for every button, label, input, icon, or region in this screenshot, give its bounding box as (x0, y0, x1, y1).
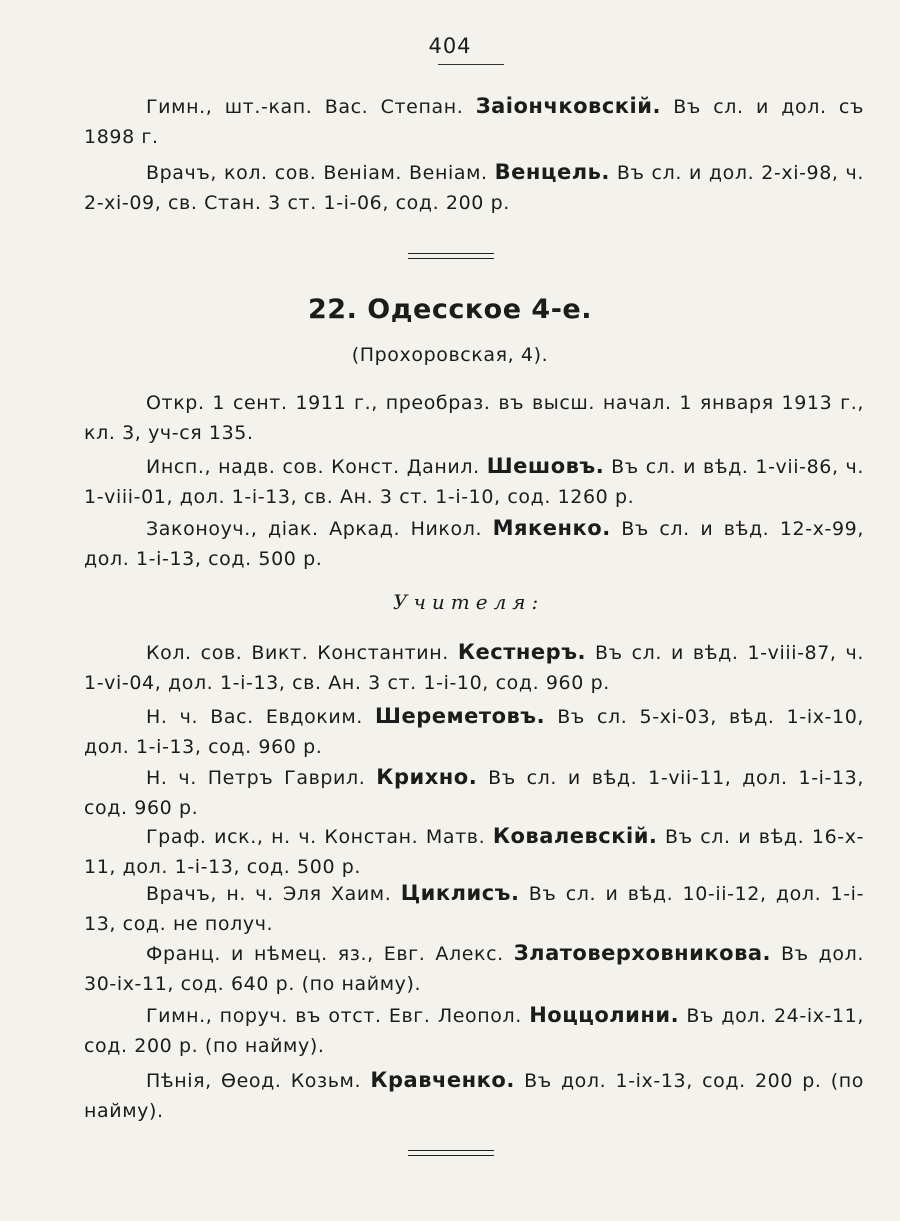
entry-gymnastics-top (84, 91, 864, 152)
section-opening (84, 388, 864, 448)
entry-text: Въ сл. и вѣд. 16-x-11, дол. 1-i-13, сод. 500 р. (84, 826, 865, 878)
teacher-entry (84, 762, 864, 823)
entry-text: Законоуч., діак. Аркад. Никол. (146, 518, 483, 540)
entry-surname: Кравченко. (370, 1068, 515, 1092)
teacher-entry (84, 637, 864, 698)
entry-text: Инсп., надв. сов. Конст. Данил. (146, 456, 480, 478)
entry-text: Въ сл. и вѣд. 1-viii-87, ч. 1-vi-04, дол. 1-i-13, св. Ан. 3 ст. 1-i-10, сод. 960 р. (84, 642, 864, 694)
entry-text: Въ сл. и вѣд. 12-x-99, дол. 1-i-13, сод. 500 р. (84, 518, 864, 570)
entry-text: Въ сл. и дол. съ 1898 г. (84, 96, 864, 148)
entry-doctor-top (84, 157, 864, 218)
entry-text: Въ дол. 24-ix-11, сод. 200 р. (по найму). (84, 1005, 865, 1057)
entry-surname: Ноццолини. (529, 1003, 680, 1027)
entry-surname: Кестнеръ. (457, 640, 586, 664)
entry-text: Въ сл. и вѣд. 1-vii-86, ч. 1-viii-01, дол. 1-i-13, св. Ан. 3 ст. 1-i-10, сод. 1260 р. (84, 456, 865, 508)
opening-text: Откр. 1 сент. 1911 г., преобраз. въ высш. начал. 1 января 1913 г., кл. 3, уч-ся 135. (84, 392, 864, 444)
staff-inspector (84, 451, 864, 512)
entry-text: Въ дол. 30-ix-11, сод. 640 р. (по найму). (84, 943, 865, 995)
teacher-entry (84, 701, 864, 762)
entry-text: Франц. и нѣмец. яз., Евг. Алекс. (146, 943, 504, 965)
teacher-entry (84, 1000, 864, 1061)
entry-text: Врачъ, н. ч. Эля Хаим. (146, 883, 392, 905)
teacher-entry (84, 938, 864, 999)
entry-text: Кол. сов. Викт. Константин. (146, 642, 449, 664)
teacher-entry (84, 821, 864, 882)
entry-text: Врачъ, кол. сов. Веніам. Веніам. (146, 162, 488, 184)
entry-surname: Шереметовъ. (375, 704, 546, 728)
teacher-entry (84, 878, 864, 939)
staff-law-teacher (84, 513, 864, 574)
entry-surname: Шешовъ. (486, 454, 605, 478)
entry-surname: Ковалевскій. (492, 824, 658, 848)
entry-text: Въ сл. и вѣд. 10-ii-12, дол. 1-i-13, сод. не получ. (84, 883, 865, 935)
teachers-heading: Учителя: (393, 590, 545, 614)
page-number-rule (438, 64, 504, 65)
section-title: 22. Одесское 4-е. (308, 294, 592, 325)
section-divider-top (408, 253, 494, 259)
entry-surname: Крихно. (376, 765, 478, 789)
teacher-entry (84, 1065, 864, 1126)
entry-text: Въ сл. и вѣд. 1-vii-11, дол. 1-i-13, сод. 960 р. (84, 767, 865, 819)
entry-text: Гимн., шт.-кап. Вас. Степан. (146, 96, 464, 118)
entry-text: Въ сл. 5-xi-03, вѣд. 1-ix-10, дол. 1-i-13, сод. 960 р. (84, 706, 865, 758)
entry-text: Граф. иск., н. ч. Констан. Матв. (146, 826, 486, 848)
entry-text: Гимн., поруч. въ отст. Евг. Леопол. (146, 1005, 522, 1027)
entry-surname: Златоверховникова. (513, 941, 772, 965)
page-number: 404 (428, 34, 472, 58)
entry-surname: Заіончковскій. (475, 94, 661, 118)
entry-text: Н. ч. Вас. Евдоким. (146, 706, 363, 728)
section-divider-bottom (408, 1150, 494, 1156)
entry-surname: Циклисъ. (400, 881, 520, 905)
entry-text: Пѣнія, Ѳеод. Козьм. (146, 1070, 362, 1092)
entry-text: Въ сл. и дол. 2-xi-98, ч. 2-xi-09, св. Стан. 3 ст. 1-i-06, сод. 200 р. (84, 162, 865, 214)
entry-text: Въ дол. 1-ix-13, сод. 200 р. (по найму). (84, 1070, 865, 1122)
entry-surname: Мякенко. (492, 516, 611, 540)
entry-surname: Венцель. (494, 160, 610, 184)
section-address: (Прохоровская, 4). (351, 344, 549, 366)
entry-text: Н. ч. Петръ Гаврил. (146, 767, 366, 789)
